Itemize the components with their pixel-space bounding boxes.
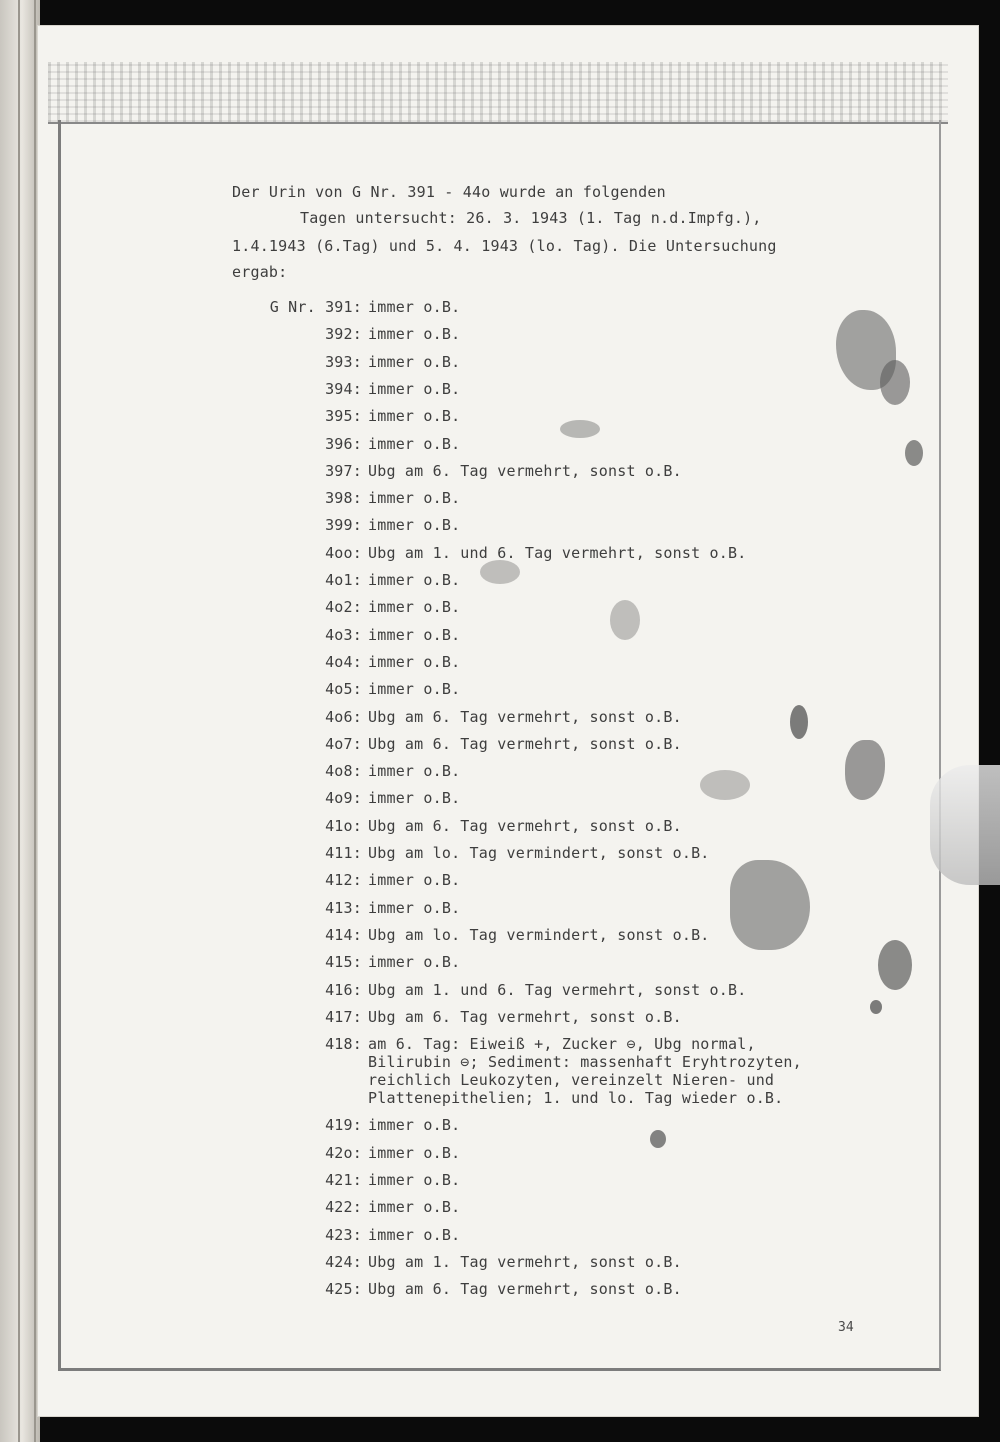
entry-number: 396: xyxy=(325,434,362,453)
entry-number: 412: xyxy=(325,871,362,890)
entry-text: immer o.B. xyxy=(368,762,461,781)
entry-number: 397: xyxy=(325,461,362,480)
entry-number: 41o: xyxy=(325,816,362,835)
intro-line-1: Der Urin von G Nr. 391 - 44o wurde an folgenden xyxy=(232,183,666,201)
entry-number: 4o4: xyxy=(325,652,362,671)
entry-continuation: Bilirubin ⊖; Sediment: massenhaft Eryhtrozyten, xyxy=(368,1053,802,1072)
entry-text: Ubg am 6. Tag vermehrt, sonst o.B. xyxy=(368,1007,682,1026)
entry-text: immer o.B. xyxy=(368,680,461,699)
entry-continuation: Plattenepithelien; 1. und lo. Tag wieder o.B. xyxy=(368,1089,784,1108)
entry-text: immer o.B. xyxy=(368,1225,461,1244)
entry-text: immer o.B. xyxy=(368,489,461,508)
entry-text: Ubg am lo. Tag vermindert, sonst o.B. xyxy=(368,925,710,944)
entry-text: immer o.B. xyxy=(368,1198,461,1217)
entry-text: immer o.B. xyxy=(368,898,461,917)
entry-text: immer o.B. xyxy=(368,407,461,426)
entry-number: 424: xyxy=(325,1252,362,1271)
entry-number: G Nr. 391: xyxy=(269,298,362,316)
entry-text: immer o.B. xyxy=(368,871,461,890)
entry-text: immer o.B. xyxy=(368,625,461,644)
entry-text: Ubg am 6. Tag vermehrt, sonst o.B. xyxy=(368,1280,682,1299)
entry-number: 4o9: xyxy=(325,789,362,808)
entry-text: immer o.B. xyxy=(368,516,461,535)
entry-number: 4o8: xyxy=(325,762,362,781)
entry-number: 393: xyxy=(325,352,362,371)
entry-text: Ubg am 1. und 6. Tag vermehrt, sonst o.B. xyxy=(368,980,747,999)
entry-number: 399: xyxy=(325,516,362,535)
entry-number: 421: xyxy=(325,1171,362,1189)
entry-text: immer o.B. xyxy=(368,1116,461,1135)
entry-text: immer o.B. xyxy=(368,571,461,589)
entry-text: immer o.B. xyxy=(368,953,461,972)
entry-text: immer o.B. xyxy=(368,789,461,808)
entry-text: immer o.B. xyxy=(368,434,461,453)
entry-number: 422: xyxy=(325,1198,362,1217)
entry-number: 4o2: xyxy=(325,598,362,617)
entry-number: 4o3: xyxy=(325,625,362,644)
entry-text: Ubg am 1. Tag vermehrt, sonst o.B. xyxy=(368,1252,682,1271)
entry-number: 418: xyxy=(325,1035,362,1054)
entry-text: am 6. Tag: Eiweiß +, Zucker ⊖, Ubg normal, xyxy=(368,1035,756,1054)
intro-line-3: 1.4.1943 (6.Tag) und 5. 4. 1943 (lo. Tag). Die Untersuchung xyxy=(232,237,777,255)
entry-number: 42o: xyxy=(325,1143,362,1162)
entry-number: 4o6: xyxy=(325,707,362,726)
entry-number: 415: xyxy=(325,953,362,972)
entry-text: Ubg am lo. Tag vermindert, sonst o.B. xyxy=(368,844,710,862)
entry-text: Ubg am 6. Tag vermehrt, sonst o.B. xyxy=(368,734,682,753)
entry-number: 398: xyxy=(325,489,362,508)
intro-line-2: Tagen untersucht: 26. 3. 1943 (1. Tag n.d.Impfg.), xyxy=(300,209,762,227)
entry-number: 413: xyxy=(325,898,362,917)
page-number: 34 xyxy=(838,1320,854,1335)
entry-number: 419: xyxy=(325,1116,362,1135)
entry-text: Ubg am 1. und 6. Tag vermehrt, sonst o.B. xyxy=(368,543,747,562)
entry-number: 416: xyxy=(325,980,362,999)
entry-text: immer o.B. xyxy=(368,1171,461,1189)
entry-number: 414: xyxy=(325,925,362,944)
entry-text: immer o.B. xyxy=(368,325,461,344)
entry-number: 392: xyxy=(325,325,362,344)
entry-number: 423: xyxy=(325,1225,362,1244)
entry-text: immer o.B. xyxy=(368,652,461,671)
entry-text: Ubg am 6. Tag vermehrt, sonst o.B. xyxy=(368,461,682,480)
entry-text: immer o.B. xyxy=(368,379,461,398)
entry-number: 417: xyxy=(325,1007,362,1026)
entry-text: immer o.B. xyxy=(368,598,461,617)
intro-line-4: ergab: xyxy=(232,263,288,281)
entry-number: 4o7: xyxy=(325,734,362,753)
entry-text: Ubg am 6. Tag vermehrt, sonst o.B. xyxy=(368,816,682,835)
entry-number: 394: xyxy=(325,379,362,398)
entry-number: 4oo: xyxy=(325,543,362,562)
entry-number: 4o1: xyxy=(325,571,362,589)
entry-text: Ubg am 6. Tag vermehrt, sonst o.B. xyxy=(368,707,682,726)
entry-text: immer o.B. xyxy=(368,1143,461,1162)
entry-number: 425: xyxy=(325,1280,362,1299)
entry-number: 411: xyxy=(325,844,362,862)
entry-continuation: reichlich Leukozyten, vereinzelt Nieren- und xyxy=(368,1071,775,1090)
entry-number: 4o5: xyxy=(325,680,362,699)
entry-text: immer o.B. xyxy=(368,298,461,316)
entry-number: 395: xyxy=(325,407,362,426)
entry-text: immer o.B. xyxy=(368,352,461,371)
